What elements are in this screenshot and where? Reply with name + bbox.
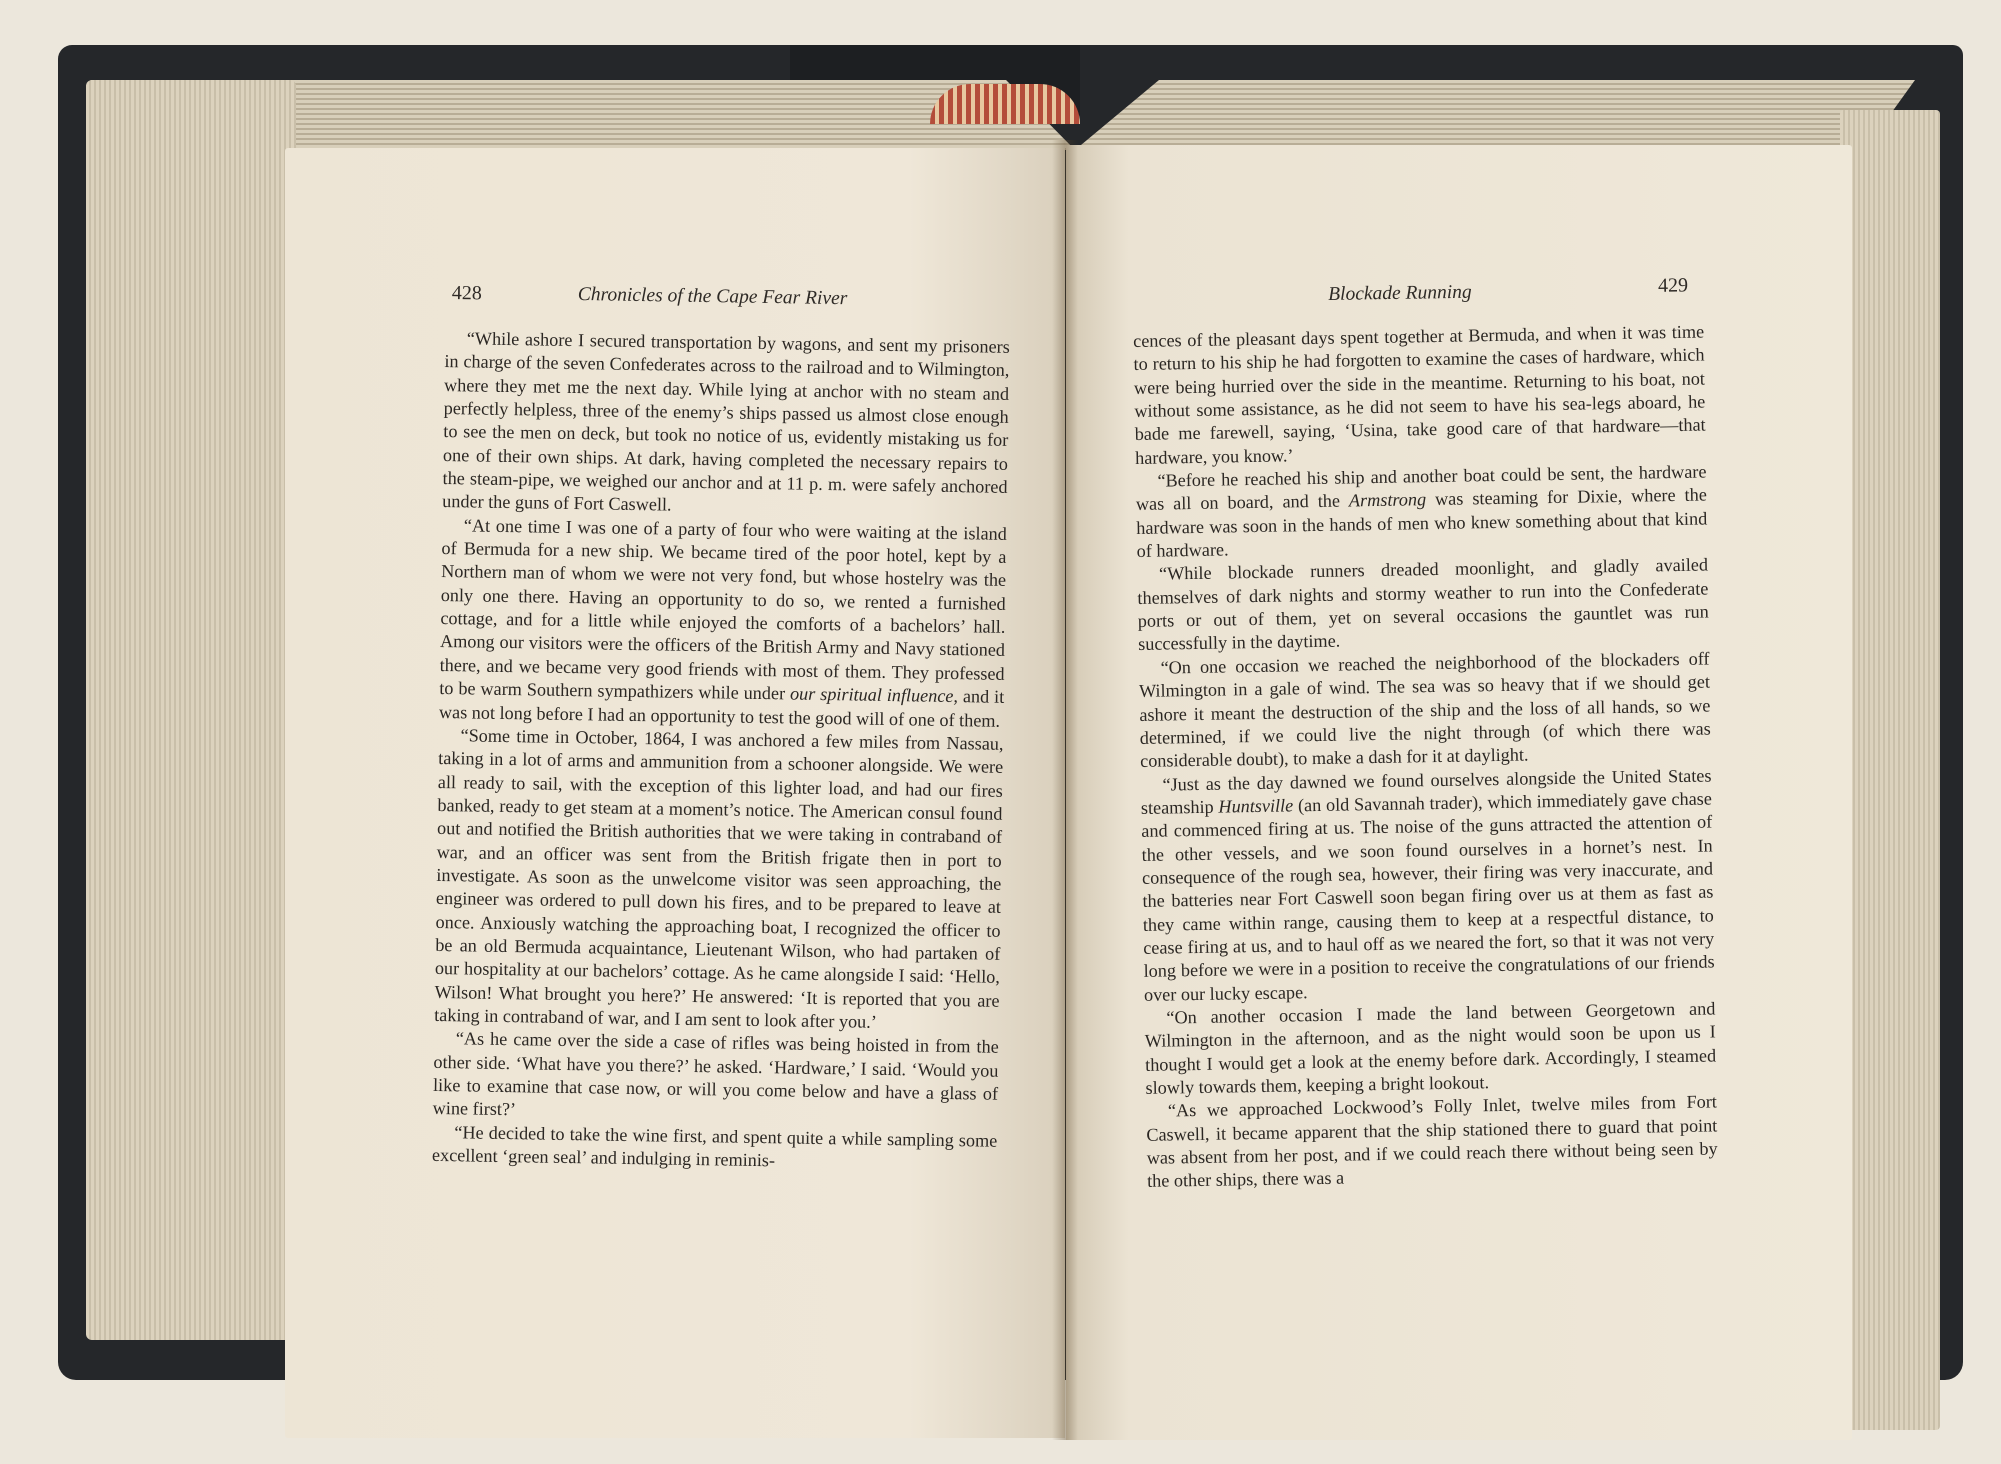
- text-run: and it was not long before I had an opportunity to test the good will of one of them.: [438, 686, 1005, 731]
- headband: [930, 84, 1080, 124]
- text-run: “On another occasion I made the land between Georgetown and Wilmington in the afternoon, and as the night would soon be upon us I thought I would get a look at the enemy before dark. Accordingly, I steamed slowly towards them, keeping a bright lookout.: [1144, 998, 1717, 1098]
- text-run: “He decided to take the wine first, and spent quite a while sampling some excellent ‘green seal’ and indulging in reminis-: [431, 1121, 998, 1171]
- paragraph: [433, 1027, 999, 1129]
- text-run: “On one occasion we reached the neighborhood of the blockaders off Wilmington in a gale of wind. The sea was so heavy that if we should get ashore it meant the destruction of the ship and the loss of all hands, so we determined, if we could live the night through (of which there was considerable doubt), to make a dash for it at daylight.: [1138, 648, 1711, 772]
- text-run: “At one time I was one of a party of four who were waiting at the island of Bermuda for a new ship. We became tired of the poor hotel, kept by a Northern man of whom we were not very fond, but whose hostelry was the only one there. Having an opportunity to do so, we rented a furnished cottage, and for a little while enjoyed the comforts of a bachelors’ hall. Among our visitors were the officers of the British Army and Navy stationed there, and we became very good friends with most of them. They professed to be warm Southern sympathizers while under: [439, 515, 1007, 704]
- text-run: “Before he reached his ship and another boat could be sent, the hardware was all on board, and the: [1135, 461, 1707, 515]
- text-run: “Just as the day dawned we found ourselves alongside the United States steamship: [1140, 765, 1712, 818]
- paragraph: [1140, 764, 1715, 1007]
- paragraph: [432, 1121, 998, 1177]
- left-page-number: 428: [451, 282, 482, 305]
- text-run: cences of the pleasant days spent together at Bermuda, and when it was time to return to his ship he had forgotten to examine the cases of hardware, which were being hurried over the side in the meantime. Returning to his boat, not without some assistance, as he did not seem to have his sea-legs aboard, he bade me farewell, saying, ‘Usina, take good care of that hardware—that hardware, you know.’: [1133, 321, 1706, 468]
- text-run: “As we approached Lockwood’s Folly Inlet, twelve miles from Fort Caswell, it became apparent that the ship stationed there to guard that point was absent from her post, and if we could reach there without being seen by the other ships, there was a: [1146, 1091, 1718, 1192]
- text-run: “As he came over the side a case of rifles was being hoisted in from the other side. ‘What have you there?’ he asked. ‘Hardware,’ I said. ‘Would you like to examine that case now, or will you come below and have a glass of wine first?’: [432, 1028, 999, 1120]
- text-run: (an old Savannah trader), which immediately gave chase and commenced firing at us. The noise of the guns attracted the attention of the other vessels, and we soon found ourselves in a hornet’s nest. In consequence of the rough sea, however, their firing was very inaccurate, and the batteries near Fort Caswell soon began firing over us at them as fast as they came within range, causing them to keep at a respectful distance, to cease firing at us, and to haul off as we neared the fort, so that it was not very long before we were in a position to receive the congratulations of our friends over our lucky escape.: [1141, 788, 1715, 1005]
- italic-text: Huntsville: [1218, 795, 1294, 817]
- paragraph: [1138, 647, 1711, 773]
- right-page-header: [1328, 274, 1689, 314]
- page-edges-left: [86, 80, 296, 1340]
- paragraph: [439, 514, 1007, 733]
- text-run: “While blockade runners dreaded moonlight, and gladly availed themselves of dark nights and stormy weather to run into the Confederate ports or out of them, yet on several occasions the gauntlet was run successfully in the daytime.: [1137, 554, 1709, 655]
- paragraph: [1144, 997, 1716, 1100]
- book-gutter: [1052, 140, 1078, 1440]
- left-running-head: Chronicles of the Cape Fear River: [577, 283, 848, 310]
- paragraph: [1137, 554, 1709, 657]
- italic-text: our spiritual influence,: [789, 683, 959, 707]
- paragraph: [1146, 1091, 1718, 1194]
- italic-text: Armstrong: [1348, 489, 1427, 511]
- paragraph: [1135, 461, 1707, 564]
- text-run: “Some time in October, 1864, I was anchored a few miles from Nassau, taking in a lot of arms and ammunition from a schooner alongside. We were all ready to sail, with the exception of this lighter load, and had our fires banked, ready to get steam at a moment’s notice. The American consul found out and notified the British authorities that we were taking in contraband of war, and an officer was sent from the British frigate then in port to investigate. As soon as the unwelcome visitor was seen approaching, the engineer was ordered to pull down his fires, and to be prepared to leave at once. Anxiously watching the approaching boat, I recognized the officer to be an old Bermuda acquaintance, Lieutenant Wilson, who had partaken of our hospitality at our bachelors’ cottage. As he came alongside I said: ‘Hello, Wilson! What brought you here?’ He answered: ‘It is reported that you are taking in contraband of war, and I am sent to look after you.’: [434, 725, 1004, 1032]
- page-edges-top-right: [1075, 80, 1915, 150]
- paragraph: [442, 327, 1010, 523]
- text-run: “While ashore I secured transportation by wagons, and sent my prisoners in charge of the seven Confederates across to the railroad and to Wilmington, where they met me the next day. While lying at anchor with no steam and perfectly helpless, three of the enemy’s ships passed us almost close enough to see the men on deck, but took no notice of us, evidently mistaking us for one of their own ships. At dark, having completed the necessary repairs to the steam-pipe, we weighed our anchor and at 11 p. m. were safely anchored under the guns of Fort Caswell.: [442, 328, 1010, 515]
- right-page-body: [1133, 321, 1718, 1194]
- paragraph: [434, 724, 1004, 1036]
- right-page-number: 429: [1657, 274, 1689, 297]
- paragraph: [1133, 321, 1706, 471]
- page-edges-right: [1840, 110, 1940, 1430]
- text-run: was steaming for Dixie, where the hardware was soon in the hands of men who knew something about that kind of hardware.: [1136, 484, 1708, 562]
- left-page-body: [432, 327, 1010, 1176]
- right-running-head: Blockade Running: [1328, 281, 1472, 305]
